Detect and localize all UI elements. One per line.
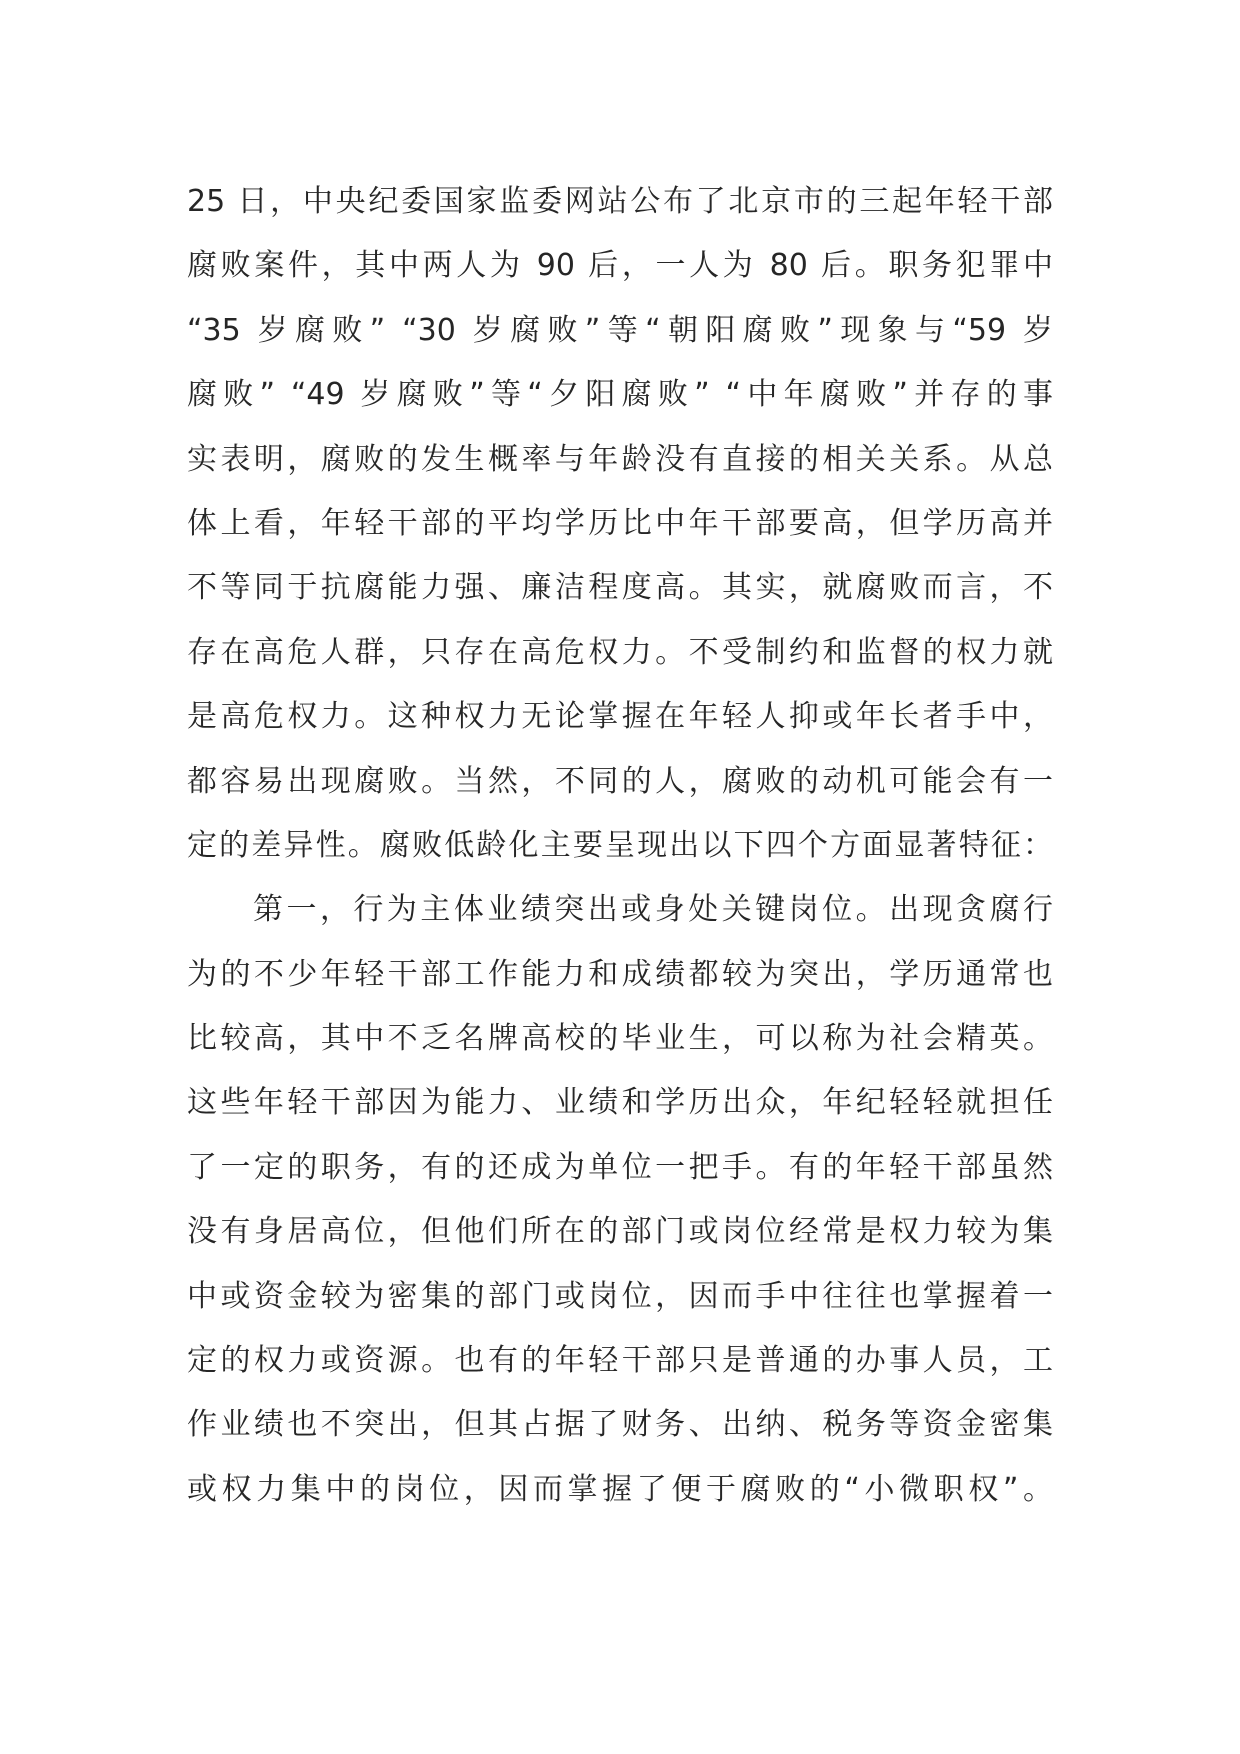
text-line: 没有身居高位，但他们所在的部门或岗位经常是权力较为集 bbox=[187, 1214, 1053, 1250]
text-line: 中或资金较为密集的部门或岗位，因而手中往往也掌握着一 bbox=[187, 1278, 1053, 1314]
text-line: 了一定的职务，有的还成为单位一把手。有的年轻干部虽然 bbox=[187, 1149, 1053, 1185]
text-line: 不等同于抗腐能力强、廉洁程度高。其实，就腐败而言，不 bbox=[187, 570, 1053, 606]
text-line: 腐败” “49 岁腐败”等“夕阳腐败” “中年腐败”并存的事 bbox=[187, 377, 1053, 413]
text-line: 都容易出现腐败。当然，不同的人，腐败的动机可能会有一 bbox=[187, 763, 1053, 799]
text-line: 定的权力或资源。也有的年轻干部只是普通的办事人员，工 bbox=[187, 1343, 1053, 1379]
text-line: 定的差异性。腐败低龄化主要呈现出以下四个方面显著特征： bbox=[187, 827, 1053, 863]
text-line: 体上看，年轻干部的平均学历比中年干部要高，但学历高并 bbox=[187, 505, 1053, 541]
text-line: 这些年轻干部因为能力、业绩和学历出众，年纪轻轻就担任 bbox=[187, 1085, 1053, 1121]
text-line: 为的不少年轻干部工作能力和成绩都较为突出，学历通常也 bbox=[187, 956, 1053, 992]
text-line: 或权力集中的岗位，因而掌握了便于腐败的“小微职权”。 bbox=[187, 1471, 1053, 1507]
text-line: 腐败案件，其中两人为 90 后，一人为 80 后。职务犯罪中 bbox=[187, 248, 1053, 284]
text-line: 实表明，腐败的发生概率与年龄没有直接的相关关系。从总 bbox=[187, 441, 1053, 477]
text-line: 作业绩也不突出，但其占据了财务、出纳、税务等资金密集 bbox=[187, 1407, 1053, 1443]
text-line: “35 岁腐败” “30 岁腐败”等“朝阳腐败”现象与“59 岁 bbox=[187, 312, 1053, 348]
text-line: 存在高危人群，只存在高危权力。不受制约和监督的权力就 bbox=[187, 634, 1053, 670]
body-text bbox=[187, 170, 1053, 1522]
text-line: 比较高，其中不乏名牌高校的毕业生，可以称为社会精英。 bbox=[187, 1021, 1053, 1057]
text-line: 是高危权力。这种权力无论掌握在年轻人抑或年长者手中， bbox=[187, 699, 1053, 735]
paragraph-first-line: 第一，行为主体业绩突出或身处关键岗位。出现贪腐行 bbox=[253, 892, 1053, 928]
text-line: 25 日，中央纪委国家监委网站公布了北京市的三起年轻干部 bbox=[187, 184, 1053, 219]
